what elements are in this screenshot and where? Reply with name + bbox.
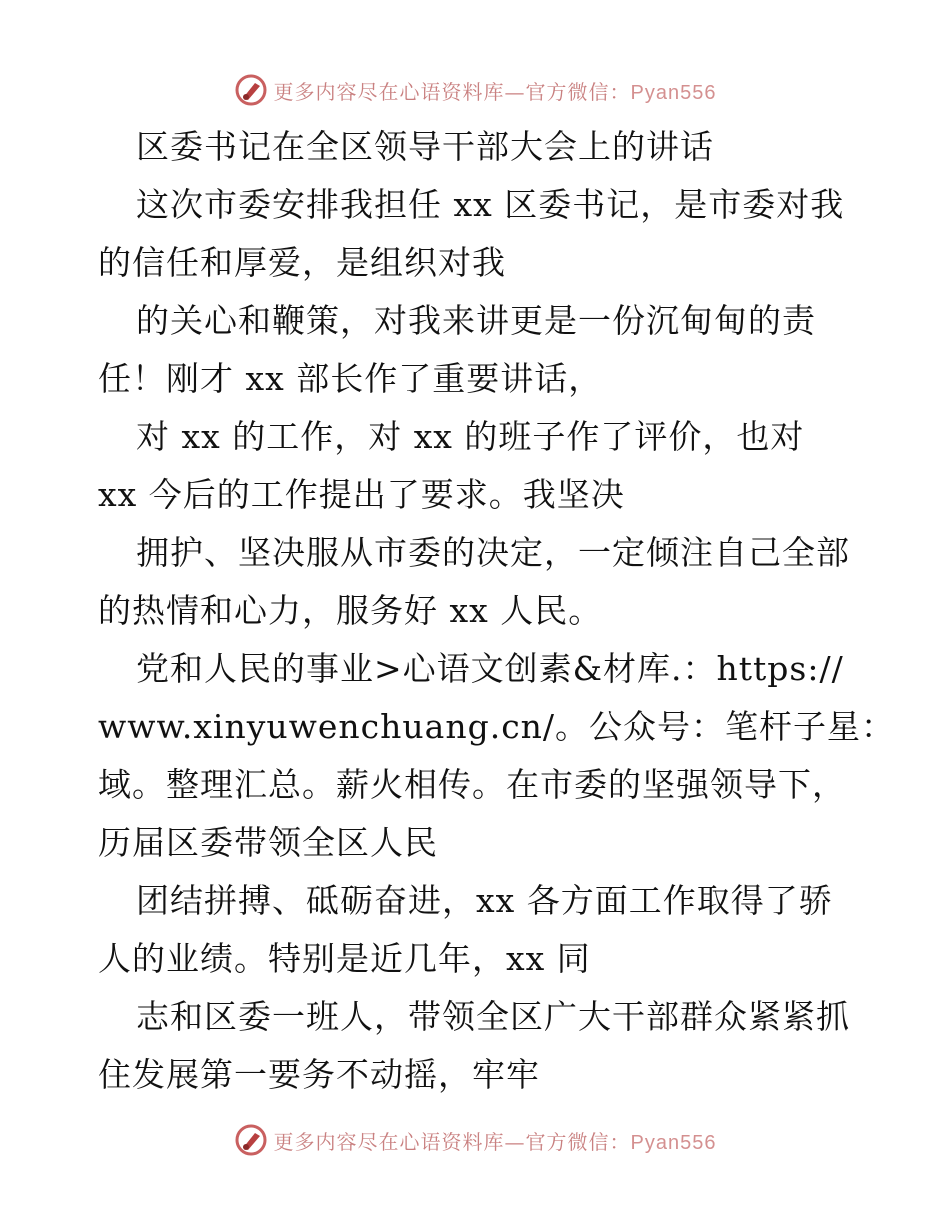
paragraph-line: 这次市委安排我担任 xx 区委书记，是市委对我: [136, 185, 845, 224]
banner-text: 更多内容尽在心语资料库—官方微信：Pyan556: [273, 79, 717, 104]
paragraph-line: www.xinyuwenchuang.cn/。公众号：笔杆子星：: [98, 707, 896, 746]
footer-banner: [0, 1120, 950, 1160]
paragraph-line: 拥护、坚决服从市委的决定，一定倾注自己全部: [136, 533, 850, 572]
header-banner: [0, 70, 950, 110]
paragraph-line: 的关心和鞭策，对我来讲更是一份沉甸甸的责: [136, 301, 816, 340]
paragraph-line: 任！刚才 xx 部长作了重要讲话，: [98, 359, 603, 398]
paragraph-line: 团结拼搏、砥砺奋进，xx 各方面工作取得了骄: [136, 881, 833, 920]
paragraph-line: 对 xx 的工作，对 xx 的班子作了评价，也对: [136, 417, 805, 456]
pen-nib-logo-icon: [234, 73, 268, 107]
paragraph-line: 历届区委带领全区人民: [98, 823, 438, 862]
paragraph-line: 志和区委一班人，带领全区广大干部群众紧紧抓: [136, 997, 850, 1036]
wechat-id: Pyan556: [630, 1131, 717, 1154]
pen-nib-logo-icon: [234, 1123, 268, 1157]
paragraph-line: 域。整理汇总。薪火相传。在市委的坚强领导下，: [98, 765, 846, 804]
wechat-id: Pyan556: [630, 81, 717, 104]
banner-text: 更多内容尽在心语资料库—官方微信：Pyan556: [273, 1129, 717, 1154]
document-title: 区委书记在全区领导干部大会上的讲话: [136, 127, 714, 166]
paragraph-line: xx 今后的工作提出了要求。我坚决: [98, 475, 625, 514]
paragraph-line: 党和人民的事业>心语文创素&材库.：https://: [136, 649, 844, 688]
paragraph-line: 人的业绩。特别是近几年，xx 同: [98, 939, 591, 978]
paragraph-line: 的信任和厚爱，是组织对我: [98, 243, 506, 282]
paragraph-line: 住发展第一要务不动摇，牢牢: [98, 1055, 540, 1094]
paragraph-line: 的热情和心力，服务好 xx 人民。: [98, 591, 603, 630]
document-body: [98, 118, 896, 1104]
